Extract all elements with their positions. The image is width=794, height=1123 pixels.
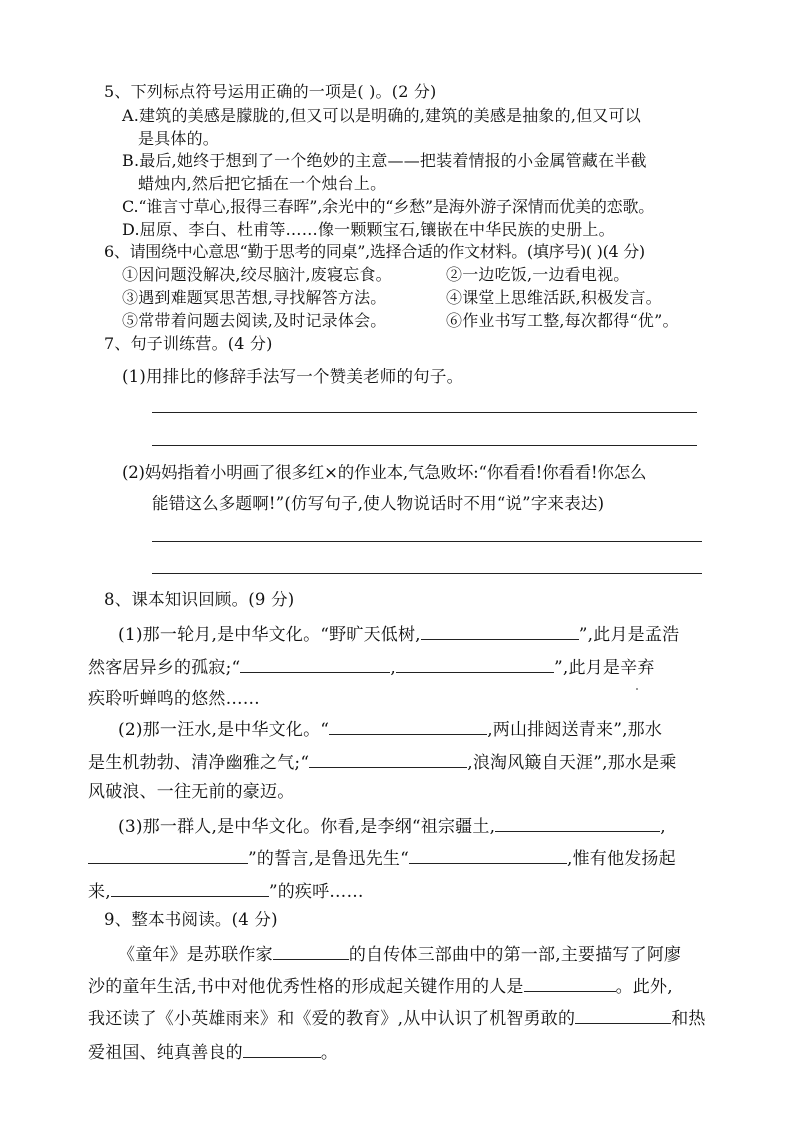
q8-s3-line1: (3)那一群人,是中华文化。你看,是李纲“祖宗疆土, , bbox=[118, 814, 666, 837]
q7-part2-answer-line-1 bbox=[152, 541, 702, 542]
q6-stem: 6、请围绕中心意思“勤于思考的同桌”,选择合适的作文材料。(填序号)( )(4 分) bbox=[104, 242, 645, 261]
q7-part2-line2: 能错这么多题啊!”(仿写句子,使人物说话时不用“说”字来表达) bbox=[152, 494, 605, 513]
q8-s2-line1: (2)那一汪水,是中华文化。“ ,两山排闼送青来”,那水 bbox=[118, 717, 662, 740]
q8-s2-line2: 是生机勃勃、清净幽雅之气;“ ,浪淘风簸自天涯”,那水是乘 bbox=[88, 750, 677, 773]
q7-part2-answer-line-2 bbox=[152, 573, 702, 574]
fill-blank[interactable] bbox=[309, 750, 467, 768]
q6-item-2: ②一边吃饭,一边看电视。 bbox=[446, 265, 630, 284]
fill-blank[interactable] bbox=[329, 717, 487, 735]
q9-line2: 沙的童年生活,书中对他优秀性格的形成起关键作用的人是 。此外, bbox=[88, 974, 673, 997]
q6-item-4: ④课堂上思维活跃,积极发言。 bbox=[446, 288, 662, 307]
fill-blank[interactable] bbox=[495, 814, 660, 832]
q8-s3-line3: 来, ”的疾呼…… bbox=[88, 879, 364, 902]
fill-blank[interactable] bbox=[421, 622, 579, 640]
fill-blank[interactable] bbox=[88, 846, 248, 864]
q6-item-3: ③遇到难题冥思苦想,寻找解答方法。 bbox=[122, 288, 387, 307]
q6-item-6: ⑥作业书写工整,每次都得“优”。 bbox=[446, 311, 679, 330]
fill-blank[interactable] bbox=[524, 974, 616, 992]
q5-option-a-line1: A.建筑的美感是朦胧的,但又可以是明确的,建筑的美感是抽象的,但又可以 bbox=[122, 106, 641, 125]
fill-blank[interactable] bbox=[396, 655, 554, 673]
q6-item-1: ①因问题没解决,绞尽脑汁,废寝忘食。 bbox=[122, 265, 392, 284]
q7-part1-answer-line-1 bbox=[152, 412, 697, 413]
scan-speck bbox=[636, 688, 638, 690]
fill-blank[interactable] bbox=[240, 655, 390, 673]
q5-option-a-line2: 是具体的。 bbox=[138, 129, 220, 148]
q8-s1-line2: 然客居异乡的孤寂;“ , ”,此月是辛弃 bbox=[88, 655, 655, 678]
fill-blank[interactable] bbox=[243, 1040, 321, 1058]
fill-blank[interactable] bbox=[575, 1006, 671, 1024]
q9-line1: 《童年》是苏联作家 的自传体三部曲中的第一部,主要描写了阿廖 bbox=[118, 942, 681, 965]
q7-part1-answer-line-2 bbox=[152, 445, 697, 446]
q7-part2-line1: (2)妈妈指着小明画了很多红×的作业本,气急败坏:“你看看!你看看!你怎么 bbox=[122, 463, 647, 482]
q8-s3-line2: ”的誓言,是鲁迅先生“ ,惟有他发扬起 bbox=[88, 846, 676, 869]
q5-option-b-line2: 蜡烛内,然后把它插在一个烛台上。 bbox=[138, 174, 387, 193]
q5-stem: 5、下列标点符号运用正确的一项是( )。(2 分) bbox=[104, 82, 437, 101]
q7-part1: (1)用排比的修辞手法写一个赞美老师的句子。 bbox=[122, 367, 464, 386]
q9-line3: 我还读了《小英雄雨来》和《爱的教育》,从中认识了机智勇敢的 和热 bbox=[88, 1006, 706, 1029]
q8-s1-line1: (1)那一轮月,是中华文化。“野旷天低树, ”,此月是孟浩 bbox=[118, 622, 679, 645]
fill-blank[interactable] bbox=[409, 846, 567, 864]
q6-item-5: ⑤常带着问题去阅读,及时记录体会。 bbox=[122, 311, 387, 330]
q8-s1-line3: 疾聆听蝉鸣的悠然…… bbox=[88, 689, 260, 709]
q8-stem: 8、课本知识回顾。(9 分) bbox=[104, 590, 295, 609]
fill-blank[interactable] bbox=[273, 942, 349, 960]
q7-stem: 7、句子训练营。(4 分) bbox=[104, 334, 273, 353]
fill-blank[interactable] bbox=[111, 879, 269, 897]
q9-stem: 9、整本书阅读。(4 分) bbox=[104, 910, 278, 929]
q9-line4: 爱祖国、纯真善良的 。 bbox=[88, 1040, 338, 1063]
q5-option-c: C.“谁言寸草心,报得三春晖”,余光中的“乡愁”是海外游子深情而优美的恋歌。 bbox=[122, 197, 655, 216]
q5-option-b-line1: B.最后,她终于想到了一个绝妙的主意——把装着情报的小金属管藏在半截 bbox=[122, 151, 647, 170]
q5-option-d: D.屈原、李白、杜甫等……像一颗颗宝石,镶嵌在中华民族的史册上。 bbox=[122, 220, 615, 239]
q8-s2-line3: 风破浪、一往无前的豪迈。 bbox=[88, 782, 295, 802]
